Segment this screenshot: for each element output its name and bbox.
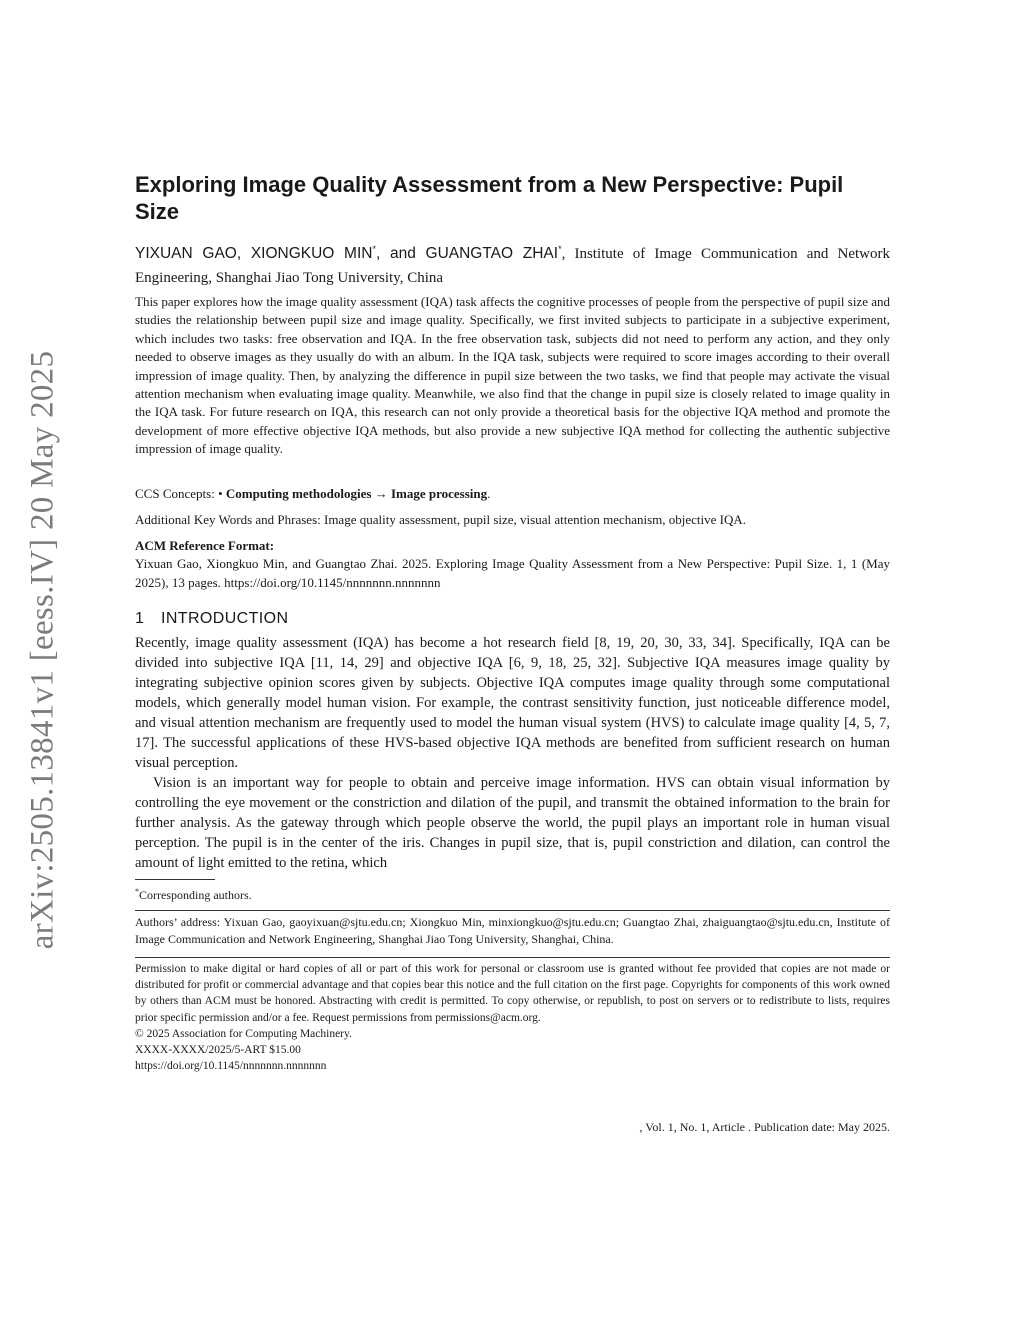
running-footer: , Vol. 1, No. 1, Article . Publication date: May 2025. [639,1120,890,1134]
footnote [135,884,890,903]
section-heading [135,608,288,630]
permission-notice [135,961,890,1074]
corresponding-mark: * [558,244,562,254]
copyright-line: © 2025 Association for Computing Machinery. [135,1027,352,1040]
footnote-divider [135,879,215,880]
keywords: Additional Key Words and Phrases: Image quality assessment, pupil size, visual attention mechanism, objective IQA. [135,512,747,527]
ccs-label: CCS Concepts: [135,486,219,501]
arxiv-identifier-stamp: arXiv:2505.13841v1 [eess.IV] 20 May 2025 [24,350,61,950]
author-affiliation: , Institute of Image Communication and Network Engineering, Shanghai Jiao Tong University, China [135,246,891,287]
author-names-last: , and GUANGTAO ZHAI [375,245,559,263]
author-block [135,237,890,290]
ccs-period: . [487,486,491,501]
permission-text: Permission to make digital or hard copies of all or part of this work for personal or classroom use is granted without fee provided that copies are not made or distributed for profit or commercial advantage and that copies bear this notice and the full citation on the first page. Copyrights for components of this work owned by others than ACM must be honored. Abstracting with credit is permitted. To copy otherwise, or republish, to post on servers or to redistribute to lists, requires prior specific permission and/or a fee. Request permissions from permissions@acm.org. [135,963,890,1024]
paragraph: Recently, image quality assessment (IQA) has become a hot research field [8, 19, 20, 30, 33, 34]. Specifically, IQA can be divided into subjective IQA [11, 14, 29] and objective IQA [6, 9, 18, 25, 32]. Subjective IQA measures image quality by integrating subjective opinion scores given by subjects. Objective IQA computes image quality through some computational models, which generally model human vision. For example, the contrast sensitivity function, just noticeable difference model, and visual attention mechanism are frequently used to model the human visual system (HVS) to calculate image quality [4, 5, 7, 17]. The successful applications of these HVS-based objective IQA methods are benefited from sufficient research on human visual perception. [135,635,890,771]
acm-reference-heading: ACM Reference Format: [135,538,275,553]
introduction-body [135,633,890,873]
paper-title: Exploring Image Quality Assessment from a New Perspective: Pupil Size [135,172,844,224]
footnote-mark: * [135,887,139,896]
footnote-text: Corresponding authors. [139,888,252,902]
doi-line: https://doi.org/10.1145/nnnnnnn.nnnnnnn [135,1060,327,1073]
divider [135,957,890,958]
ccs-concepts [135,485,890,503]
author-names-first: YIXUAN GAO, XIONGKUO MIN [135,245,373,263]
ccs-subconcept: Image processing [390,486,488,501]
section-title: INTRODUCTION [161,610,289,627]
acm-reference-format [135,537,890,592]
acm-reference-text: Yixuan Gao, Xiongkuo Min, and Guangtao Zhai. 2025. Exploring Image Quality Assessment from a New Perspective: Pupil Size. 1, 1 (May 2025), 13 pages. https://doi.org/10.1145/nnnnnnn.nnnnnnn [135,556,890,590]
authors-address: Authors’ address: Yixuan Gao, gaoyixuan@sjtu.edu.cn; Xiongkuo Min, minxiongkuo@sjtu.edu.cn; Guangtao Zhai, zhaiguangtao@sjtu.edu.cn, Institute of Image Communication and Network Engineering, Shanghai Jiao Tong University, Shanghai, China. [135,915,890,946]
corresponding-mark: * [372,244,376,254]
author-names [135,245,562,262]
abstract: This paper explores how the image quality assessment (IQA) task affects the cognitive processes of people from the perspective of pupil size and studies the relationship between pupil size and image quality. Specifically, we first invited subjects to participate in a subjective experiment, which includes two tasks: free observation and IQA. In the free observation task, subjects did not need to perform any action, and they only needed to observe images as they usually do with an album. In the IQA task, subjects were required to score images according to their overall impression of image quality. Then, by analyzing the difference in pupil size between the two tasks, we find that people may activate the visual attention mechanism when evaluating image quality. Meanwhile, we also find that the change in pupil size is closely related to image quality in the IQA task. For future research on IQA, this research can not only provide a theoretical basis for the objective IQA method and promote the development of more effective objective IQA methods, but also provide a new subjective IQA method for collecting the authentic subjective impression of image quality. [135,294,890,457]
ccs-concept: Computing methodologies [225,486,372,501]
ccs-arrow: → [371,486,391,501]
section-number: 1 [135,610,145,627]
divider [135,910,890,911]
paragraph: Vision is an important way for people to obtain and perceive image information. HVS can obtain visual information by controlling the eye movement or the constriction and dilation of the pupil, and transmit the obtained information to the brain for further analysis. As the gateway through which people observe the world, the pupil plays an important role in human visual perception. The pupil is in the center of the iris. Changes in pupil size, that is, pupil constriction and dilation, can control the amount of light emitted to the retina, which [135,775,890,871]
ccs-bullet: • [218,486,223,501]
issn-line: XXXX-XXXX/2025/5-ART $15.00 [135,1044,301,1057]
